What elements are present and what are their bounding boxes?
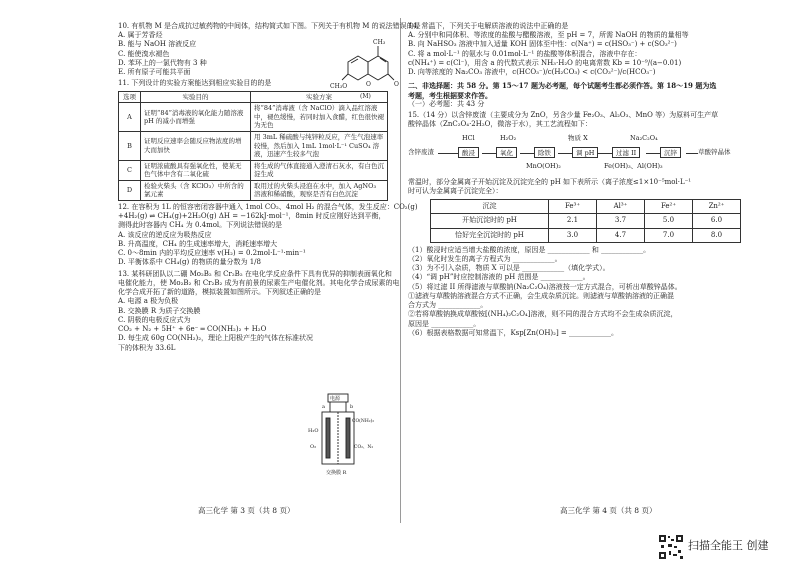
reagent: Na₂C₂O₄ (630, 133, 658, 142)
page-right (400, 0, 800, 536)
table-header: 实验方案 (251, 91, 388, 103)
table-header: 实验目的 (141, 91, 251, 103)
table-header: 选项 (119, 91, 141, 103)
cell-label-urea: CO(NH₂)₂ (352, 419, 375, 424)
cell-label-o2: O₂ (310, 444, 317, 450)
byproduct: Fe(OH)₃、Al(OH)₃ (604, 161, 663, 170)
page-footer-left: 高三化学 第 3 页（共 8 页） (198, 506, 295, 515)
mol-label-och3: CH₃O (330, 83, 348, 90)
table-row: B 证明反应速率会随反应物浓度的增大而加快 用 3mL 稀硫酸与纯锌粒反应，产生气泡速率较慢，然后加入 1mL 1mol·L⁻¹ CuSO₄ 溶液，迅速产生较多气泡 (119, 131, 388, 160)
page-footer-right: 高三化学 第 4 页（共 8 页） (560, 506, 657, 515)
ph-table (430, 199, 741, 243)
table-row: A 证明“84”消毒液的氧化能力随溶液 pH 的减小而增强 将“84”消毒液（含 NaClO）滴入品红溶液中，褪色缓慢，若同时加入食醋，红色很快褪为无色 (119, 103, 388, 132)
reagent: 物质 X (568, 133, 588, 142)
scanner-watermark (658, 534, 800, 564)
table-row: 开始沉淀时的 pH 2.1 3.7 5.0 6.0 (431, 214, 741, 228)
flow-end: 草酸锌晶体 (698, 147, 731, 156)
cell-label-h2o: H₂O (308, 428, 319, 434)
table-row: C 证明浓硫酸具有强氧化性，使某无色气体中含有二氧化硫 将生成的气体直接通入澄清石灰水，有白色沉淀生成 (119, 160, 388, 180)
table-row: 恰好完全沉淀时的 pH 3.0 4.7 7.0 8.0 (431, 228, 741, 242)
question-15: 15.（14 分）以含锌废渣（主要成分为 ZnO，另含少量 Fe₂O₃、Al₂O₃、MnO 等）为原料可生产草 酸锌晶体（ZnC₂O₄·2H₂O，微溶于水），其工艺流程如下： 含锌废渣 酸浸 氧化 除铁 调 pH 过滤 II 沉锌 草酸锌晶体 HCl H₂O₂ 物质 X Na₂C₂O₄ MnO(OH)₂ Fe(OH)₃、Al(OH)₃ 常温时，部分金属离子开始沉淀及沉淀完全的 pH 如下表所示（离子浓度≤1×10⁻⁵mol·L⁻¹ 时可认为金属离子沉淀完全）： 沉淀 Fe³⁺ Al³⁺ Fe²⁺ Zn²⁺ 开始沉淀时的 pH 2.1 3.7 5.0 6.0 恰好完全沉淀时的 pH 3.0 4.7 7.0 8.0 （1）酸浸时应适当增大盐酸的浓度，原因是 ____________ 和 ____________。 （2）氧化时发生的离子方程式为 ____________。 （3）为不引入杂质，物质 X 可以是 ____________（填化学式）。 （4）“调 pH”时应控制溶液的 pH 范围是 ____________。 （5）将过滤 II 所得滤液与草酸钠(Na₂C₂O₄)溶液按一定方式混合，可析出草酸锌晶体。 ①滤液与草酸钠溶液混合方式不正确，会生成杂质沉淀。则滤液与草酸钠溶液的正确混 合方式为 ____________。 ②若将草酸钠换成草酸铵[(NH₄)₂C₂O₄]溶液，则不同的混合方式均不会生成杂质沉淀， 原因是 ____________。 （6）根据表格数据可知常温下，Ksp[Zn(OH)₂] = ____________。 (408, 111, 782, 338)
molecule-m-structure (330, 36, 402, 100)
question-12: 12. 在容积为 1L 的恒容密闭容器中通入 1mol CO₂、4mol H₂ 的混合气体，发生反应：CO₂(g) +4H₂(g) ⇌ CH₄(g)+2H₂O(g) ΔH = −162kJ·mol⁻¹，8min 时反应刚好达到平衡， 测得此时容器内 CH₄ 为 0.4mol。下列说法错误的是 A. 该反应的逆反应为吸热反应 B. 升高温度，CH₄ 的生成速率增大，消耗速率增大 C. 0～8min 内的平均反应速率 v(H₂) = 0.2mol·L⁻¹·min⁻¹ D. 平衡体系中 CH₄(g) 的物质的量分数为 1/8 (118, 203, 418, 267)
byproduct: MnO(OH)₂ (526, 161, 561, 170)
cell-label-feed: CO₂、N₂ (354, 445, 374, 450)
flow-step: 除铁 (534, 147, 555, 158)
question-13: 13. 某科研团队以二硼 Mo₂B₂ 和 Cr₂B₂ 在电化学反应条件下具有优异的抑制表面氧化和 电催化能力，使 Mo₂B₂ 和 Cr₂B₂ 成为有前景的尿素生产电催化剂。其电化学合成尿素的电 化学合成开拓了新的道路，模拟装置如图所示。下列叙述正确的是 A. 电源 a 极为负极 B. 交换膜 R 为质子交换膜 C. 阴极的电极反应式为 CO₂ + N₂ + 5H⁺ + 6e⁻ ═ CO(NH₂)₂ + H₂O D. 每生成 60g CO(NH₂)₂，理论上阳极产生的气体在标准状况 下的体积为 33.6L (118, 269, 400, 352)
question-stem: 10. 有机物 M 是合成抗过敏药物的中间体，结构简式如下图。下列关于有机物 M 的说法错误的是 (118, 22, 421, 30)
flow-step: 酸浸 (458, 147, 479, 158)
mol-label-ch3: CH₃ (373, 39, 386, 46)
flow-step: 氧化 (496, 147, 517, 158)
table-row: D 检验火柴头（含 KClO₃）中所含的氯元素 取用过的火柴头浸泡在水中，加入 AgNO₃ 溶液和稀硝酸，观察是否有白色沉淀 (119, 180, 388, 200)
question-stem: 11. 下列设计的实验方案能达到相应实验目的的是 (118, 79, 272, 88)
cell-label-power: 电源 (330, 396, 341, 402)
section-nonchoice: 二、非选择题：共 58 分。第 15～17 题为必考题，每个试题考生都必须作答。第 18～19 题为选 考题，考生根据要求作答。 （一）必考题：共 43 分 (408, 81, 717, 108)
flow-step: 过滤 II (612, 147, 640, 158)
mol-label-m: (M) (360, 93, 371, 100)
mol-label-o2: O (394, 81, 399, 88)
cell-label-a: a (322, 404, 325, 410)
question-14: 14. 常温下，下列关于电解质溶液的说法中正确的是 A. 分别中和同体积、等浓度的盐酸与醋酸溶液，至 pH = 7，所需 NaOH 的物质的量相等 B. 向 NaHSO₃ 溶液中加入适量 KOH 固体至中性：c(Na⁺) = c(HSO₃⁻) + c(SO₃²⁻) C. 将 a mol·L⁻¹ 的氨水与 0.01mol·L⁻¹ 的盐酸等体积混合，溶液中存在： c(NH₄⁺) = c(Cl⁻)，用含 a 的代数式表示 NH₃·H₂O 的电离常数 Kb = 10⁻⁹/(a−0.01) D. 向等浓度的 Na₂CO₃ 溶液中，c(HCO₃⁻)/c(H₂CO₃) < c(CO₃²⁻)/c(HCO₃⁻) (408, 22, 689, 77)
cell-label-b: b (350, 404, 354, 410)
experiment-table (118, 91, 388, 201)
process-flowchart (408, 132, 782, 174)
flow-start: 含锌废渣 (408, 147, 434, 156)
reagent: H₂O₂ (500, 133, 517, 142)
table-row: 沉淀 Fe³⁺ Al³⁺ Fe²⁺ Zn²⁺ (431, 200, 741, 214)
option: A. 属于芳香烃 (118, 31, 163, 40)
flow-step: 沉锌 (660, 147, 681, 158)
qr-code-icon (658, 534, 684, 560)
flow-step: 调 pH (572, 147, 598, 158)
electrolysis-cell-diagram (308, 392, 375, 482)
watermark-text: 扫描全能王 创建 (688, 539, 769, 552)
option: C. 能使溴水褪色 (118, 49, 170, 58)
option: D. 苯环上的一氯代物有 3 种 (118, 58, 207, 67)
cell-label-membrane: 交换膜 R (326, 470, 347, 476)
option: B. 能与 NaOH 溶液反应 (118, 40, 197, 49)
mol-label-o1: O (366, 81, 371, 88)
reagent: HCl (462, 133, 475, 142)
option: E. 所有原子可能共平面 (118, 68, 191, 77)
